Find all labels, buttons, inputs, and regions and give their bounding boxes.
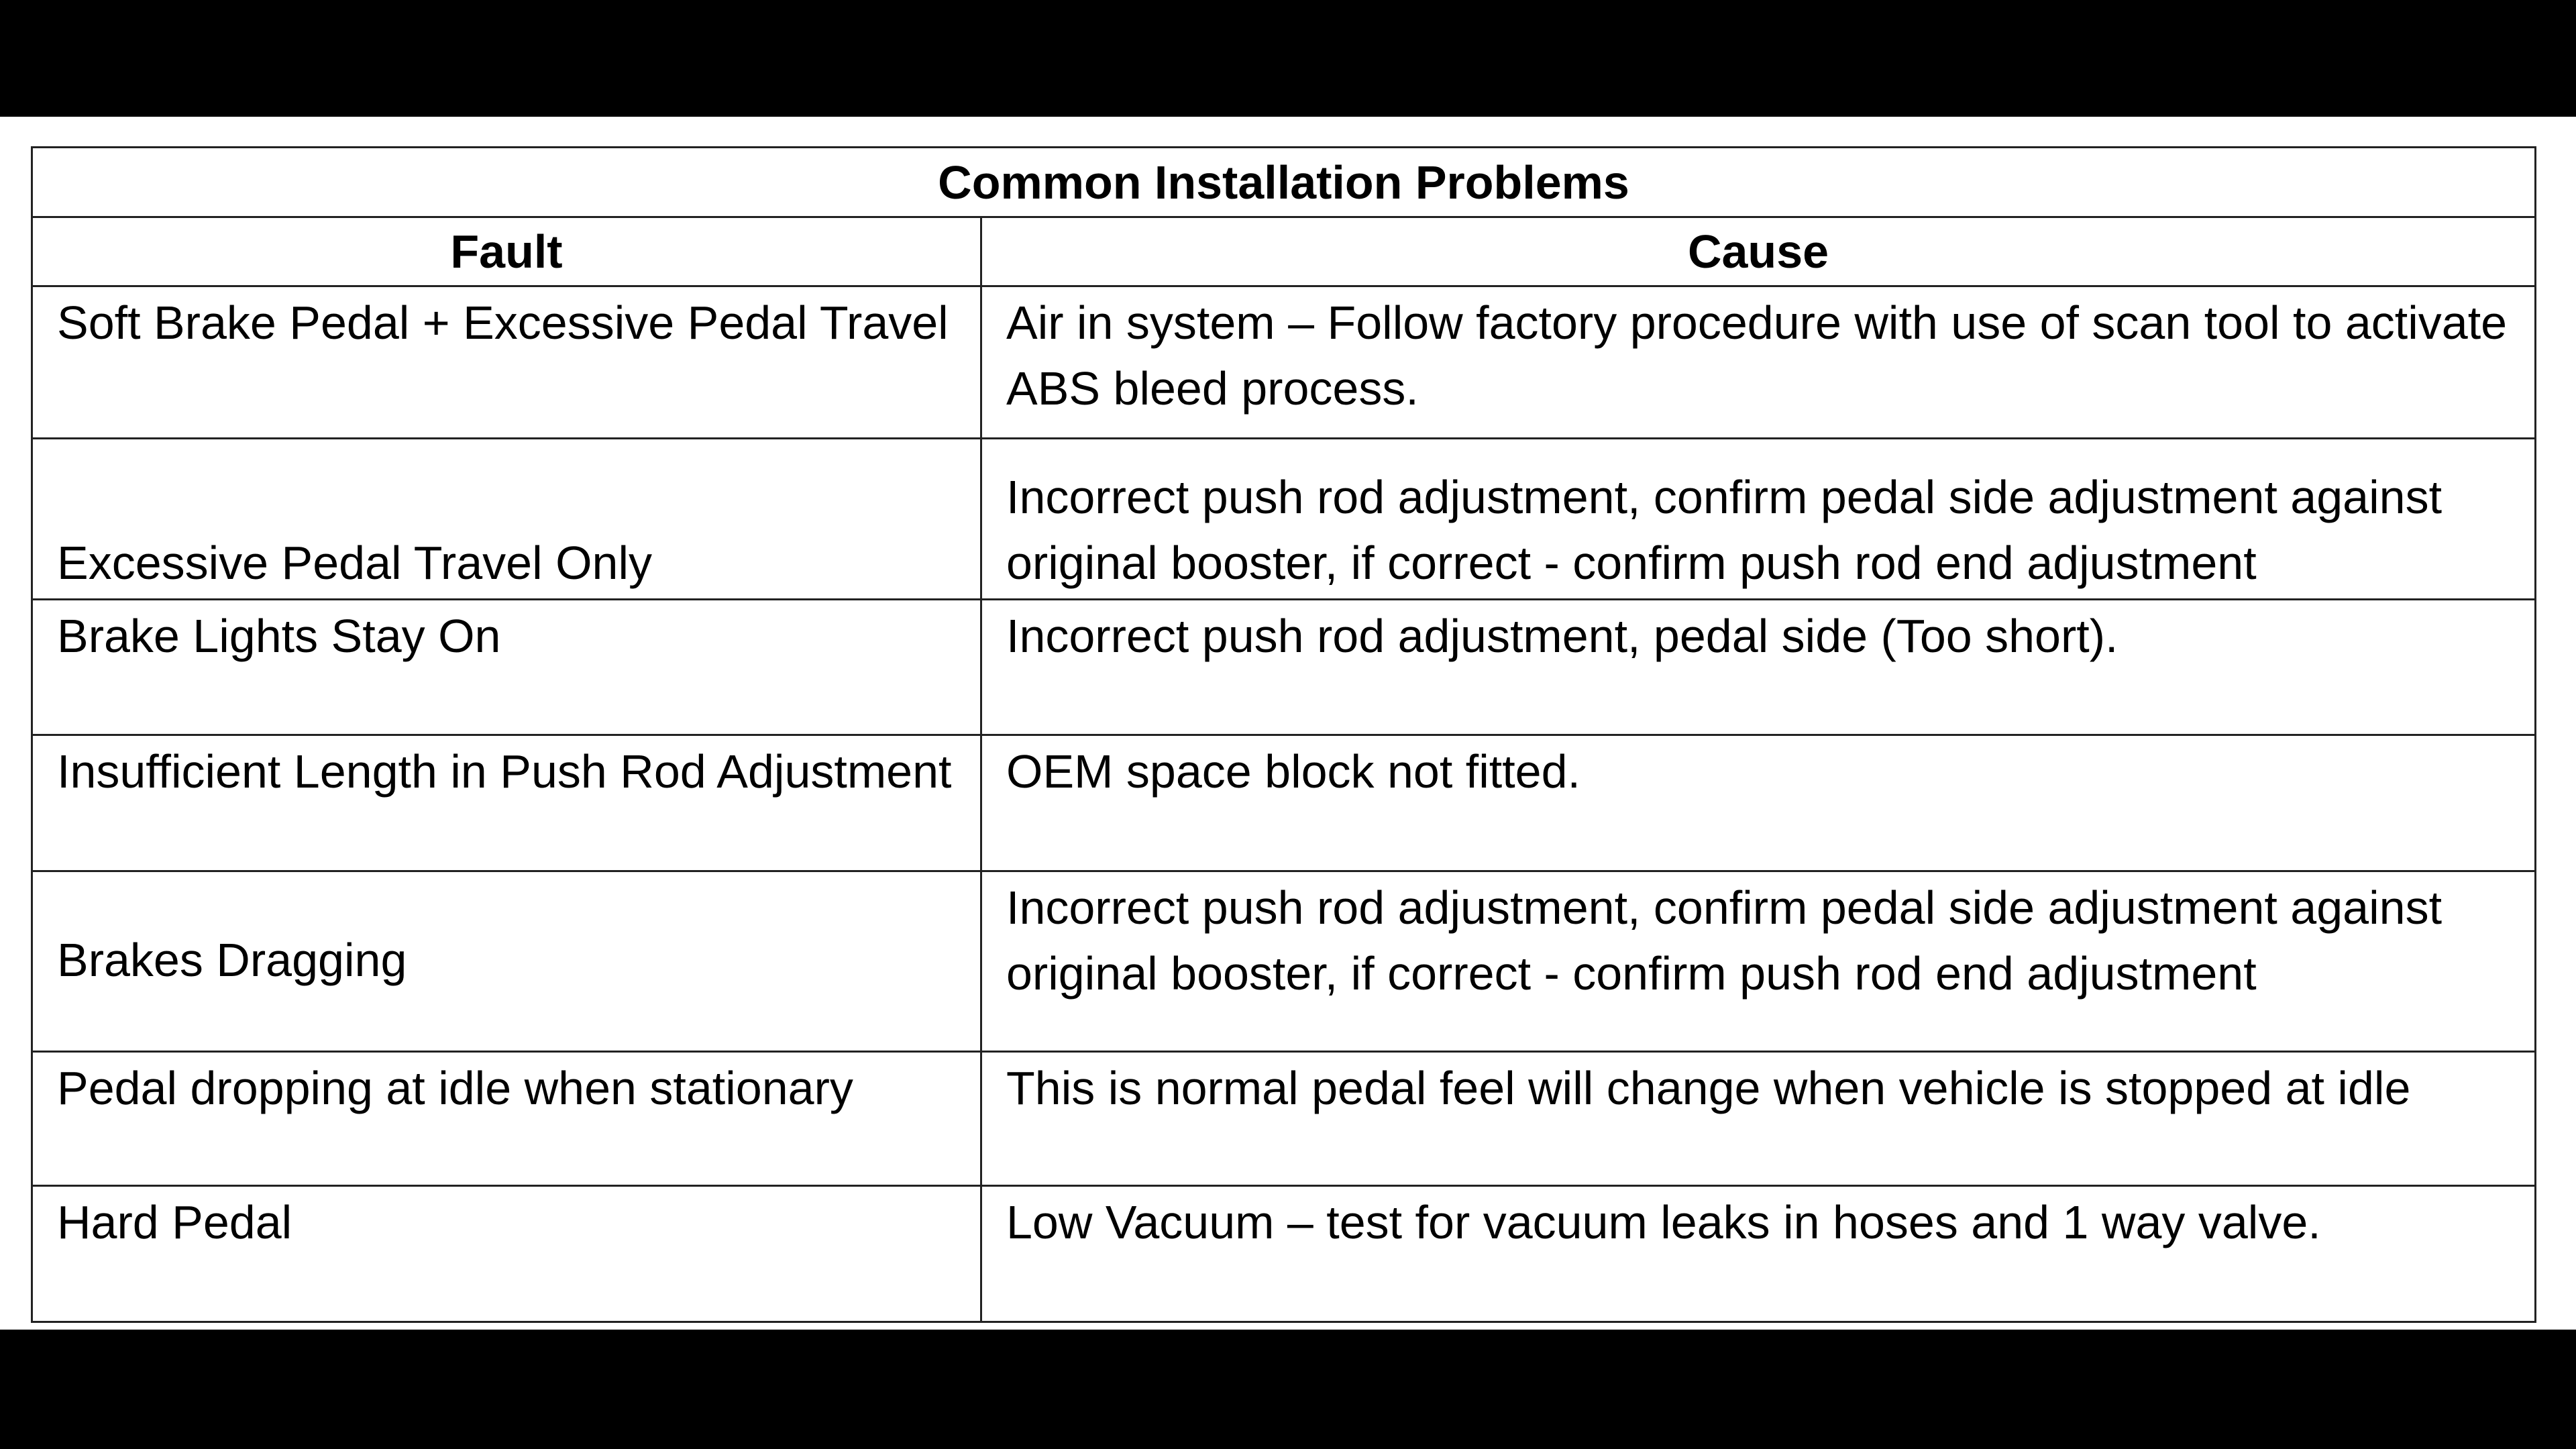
table-row (32, 1052, 2536, 1186)
cause-cell: Low Vacuum – test for vacuum leaks in hoses and 1 way valve. (981, 1186, 2536, 1322)
document-page (0, 117, 2576, 1330)
fault-cell: Pedal dropping at idle when stationary (32, 1052, 981, 1186)
table-title-row (32, 148, 2536, 217)
letterbox-top (0, 0, 2576, 117)
table-header-row (32, 217, 2536, 286)
table-row (32, 600, 2536, 735)
cause-cell: Incorrect push rod adjustment, confirm pedal side adjustment against original booster, if correct - confirm push rod end adjustment (981, 439, 2536, 600)
cause-cell: OEM space block not fitted. (981, 735, 2536, 871)
column-header-fault: Fault (32, 217, 981, 286)
fault-cell: Brakes Dragging (32, 871, 981, 1052)
fault-cell: Soft Brake Pedal + Excessive Pedal Travel (32, 286, 981, 439)
cause-cell: Incorrect push rod adjustment, pedal side (Too short). (981, 600, 2536, 735)
column-header-cause: Cause (981, 217, 2536, 286)
letterbox-bottom (0, 1330, 2576, 1449)
fault-cell: Hard Pedal (32, 1186, 981, 1322)
table-row (32, 1186, 2536, 1322)
installation-problems-table (31, 146, 2536, 1323)
table-row (32, 439, 2536, 600)
fault-cell: Brake Lights Stay On (32, 600, 981, 735)
table-row (32, 871, 2536, 1052)
table-row (32, 286, 2536, 439)
fault-cell: Excessive Pedal Travel Only (32, 439, 981, 600)
cause-cell: Incorrect push rod adjustment, confirm pedal side adjustment against original booster, if correct - confirm push rod end adjustment (981, 871, 2536, 1052)
cause-cell: Air in system – Follow factory procedure with use of scan tool to activate ABS bleed process. (981, 286, 2536, 439)
cause-cell: This is normal pedal feel will change when vehicle is stopped at idle (981, 1052, 2536, 1186)
fault-cell: Insufficient Length in Push Rod Adjustment (32, 735, 981, 871)
table-title: Common Installation Problems (32, 148, 2536, 217)
table-row (32, 735, 2536, 871)
